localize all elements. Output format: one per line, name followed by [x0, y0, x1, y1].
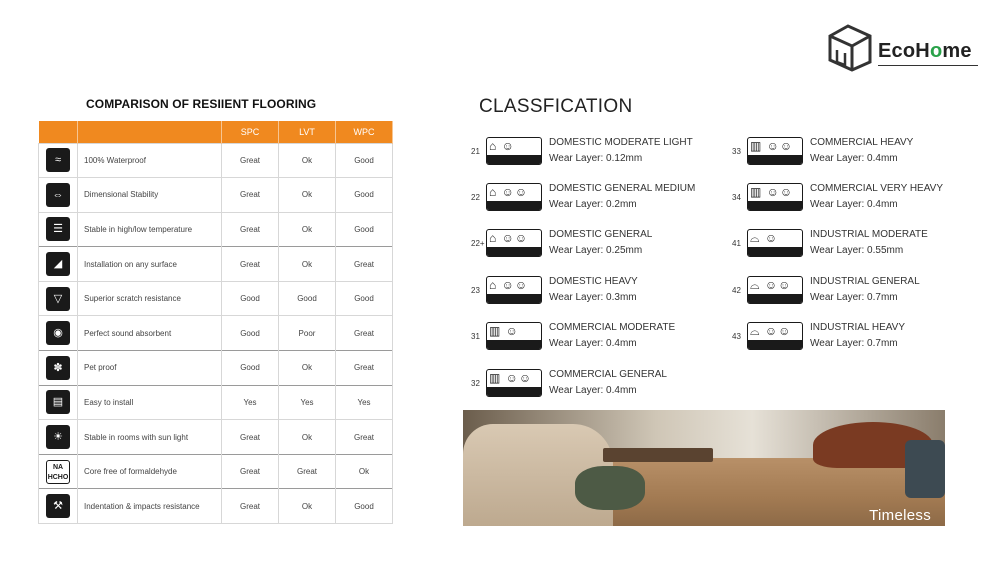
house-cube-logo-icon: [826, 22, 876, 72]
classification-item: [471, 369, 711, 403]
factory-two-people-icon: ⌓ ☺☺: [747, 276, 803, 304]
wpc-value: Good: [336, 212, 393, 247]
header-lvt: LVT: [279, 121, 336, 143]
feature-label: Easy to install: [78, 385, 222, 420]
wpc-value: Good: [336, 143, 393, 178]
comparison-table: [38, 121, 393, 524]
spc-value: Great: [222, 178, 279, 213]
lvt-value: Ok: [279, 351, 336, 386]
class-name: INDUSTRIAL GENERAL: [810, 276, 920, 287]
classification-item: [471, 183, 711, 217]
house-crowd-icon: ⌂ ☺☺: [486, 276, 542, 304]
spc-value: Great: [222, 420, 279, 455]
feature-label: Superior scratch resistance: [78, 281, 222, 316]
wear-layer: Wear Layer: 0.25mm: [549, 245, 643, 256]
class-name: INDUSTRIAL HEAVY: [810, 322, 906, 333]
class-name: DOMESTIC GENERAL: [549, 229, 653, 240]
lvt-value: Ok: [279, 420, 336, 455]
house-one-person-icon: ⌂ ☺: [486, 137, 542, 165]
header-icon-col: [39, 121, 78, 143]
classification-item: [471, 322, 711, 356]
row-icon-cell: [39, 316, 78, 351]
table-row: [39, 212, 393, 247]
classification-item: [732, 229, 972, 263]
classification-item: [732, 137, 972, 171]
spc-value: Good: [222, 351, 279, 386]
factory-crowd-icon: ⌓ ☺☺: [747, 322, 803, 350]
class-code: 32: [471, 379, 480, 388]
class-name: DOMESTIC MODERATE LIGHT: [549, 137, 693, 148]
feature-label: 100% Waterproof: [78, 143, 222, 178]
logo-underline: [878, 65, 978, 66]
wear-layer: Wear Layer: 0.12mm: [549, 153, 643, 164]
header-wpc: WPC: [336, 121, 393, 143]
class-code: 23: [471, 286, 480, 295]
wear-layer: Wear Layer: 0.7mm: [810, 338, 898, 349]
wpc-value: Ok: [336, 454, 393, 489]
row-icon-cell: [39, 489, 78, 524]
wear-layer: Wear Layer: 0.3mm: [549, 292, 637, 303]
table-row: [39, 489, 393, 524]
class-code: 42: [732, 286, 741, 295]
building-large-crowd-icon: ▥ ☺☺: [747, 183, 803, 211]
table-row: [39, 385, 393, 420]
house-two-people-icon: ⌂ ☺☺: [486, 229, 542, 257]
sunlight-icon: ☀: [46, 425, 70, 449]
spc-value: Great: [222, 489, 279, 524]
table-row: [39, 178, 393, 213]
scratch-icon: ▽: [46, 287, 70, 311]
class-code: 43: [732, 332, 741, 341]
class-name: DOMESTIC HEAVY: [549, 276, 638, 287]
row-icon-cell: [39, 385, 78, 420]
lvt-value: Yes: [279, 385, 336, 420]
waterproof-icon: ≈: [46, 148, 70, 172]
class-name: COMMERCIAL GENERAL: [549, 369, 667, 380]
classification-item: [732, 183, 972, 217]
class-code: 21: [471, 147, 480, 156]
feature-label: Indentation & impacts resistance: [78, 489, 222, 524]
classification-title: CLASSFICATION: [479, 96, 633, 117]
class-code: 22+: [471, 239, 485, 248]
classification-item: [732, 276, 972, 310]
class-code: 22: [471, 193, 480, 202]
building-one-person-icon: ▥ ☺: [486, 322, 542, 350]
wear-layer: Wear Layer: 0.4mm: [549, 385, 637, 396]
row-icon-cell: [39, 247, 78, 282]
indentation-icon: ⚒: [46, 494, 70, 518]
spc-value: Yes: [222, 385, 279, 420]
feature-label: Pet proof: [78, 351, 222, 386]
row-icon-cell: [39, 143, 78, 178]
class-name: DOMESTIC GENERAL MEDIUM: [549, 183, 696, 194]
class-name: COMMERCIAL VERY HEAVY: [810, 183, 943, 194]
wear-layer: Wear Layer: 0.4mm: [810, 153, 898, 164]
class-name: INDUSTRIAL MODERATE: [810, 229, 928, 240]
temperature-icon: ☰: [46, 217, 70, 241]
wpc-value: Good: [336, 281, 393, 316]
table-row: [39, 351, 393, 386]
pet-icon: ✽: [46, 356, 70, 380]
row-icon-cell: [39, 281, 78, 316]
lvt-value: Ok: [279, 489, 336, 524]
lvt-value: Poor: [279, 316, 336, 351]
wpc-value: Great: [336, 351, 393, 386]
table-row: [39, 454, 393, 489]
header-spc: SPC: [222, 121, 279, 143]
spc-value: Great: [222, 454, 279, 489]
classification-item: [471, 229, 711, 263]
lvt-value: Ok: [279, 247, 336, 282]
spc-value: Good: [222, 316, 279, 351]
spc-value: Great: [222, 143, 279, 178]
spc-value: Great: [222, 247, 279, 282]
class-code: 33: [732, 147, 741, 156]
wpc-value: Great: [336, 247, 393, 282]
row-icon-cell: [39, 420, 78, 455]
row-icon-cell: [39, 351, 78, 386]
lvt-value: Good: [279, 281, 336, 316]
feature-label: Installation on any surface: [78, 247, 222, 282]
feature-label: Stable in rooms with sun light: [78, 420, 222, 455]
table-header-row: [39, 121, 393, 143]
install-icon: ▤: [46, 390, 70, 414]
lvt-value: Ok: [279, 143, 336, 178]
comparison-title: COMPARISON OF RESIIENT FLOORING: [86, 97, 317, 111]
lvt-value: Ok: [279, 178, 336, 213]
table-row: [39, 281, 393, 316]
logo-wordmark: EcoHome: [878, 40, 972, 62]
table-row: [39, 143, 393, 178]
sound-icon: ◉: [46, 321, 70, 345]
class-code: 31: [471, 332, 480, 341]
factory-one-person-icon: ⌓ ☺: [747, 229, 803, 257]
wpc-value: Good: [336, 489, 393, 524]
house-two-people-icon: ⌂ ☺☺: [486, 183, 542, 211]
table-row: [39, 316, 393, 351]
table-row: [39, 247, 393, 282]
row-icon-cell: [39, 212, 78, 247]
wear-layer: Wear Layer: 0.55mm: [810, 245, 904, 256]
class-code: 34: [732, 193, 741, 202]
classification-item: [471, 276, 711, 310]
surface-icon: ◢: [46, 252, 70, 276]
wpc-value: Yes: [336, 385, 393, 420]
lvt-value: Great: [279, 454, 336, 489]
ecohome-logo: [826, 22, 986, 74]
row-icon-cell: [39, 454, 78, 489]
wear-layer: Wear Layer: 0.4mm: [810, 199, 898, 210]
class-name: COMMERCIAL HEAVY: [810, 137, 914, 148]
row-icon-cell: [39, 178, 78, 213]
classification-item: [471, 137, 711, 171]
wear-layer: Wear Layer: 0.4mm: [549, 338, 637, 349]
formaldehyde-icon: NA HCHO: [46, 460, 70, 484]
feature-label: Core free of formaldehyde: [78, 454, 222, 489]
class-code: 41: [732, 239, 741, 248]
building-two-people-icon: ▥ ☺☺: [486, 369, 542, 397]
building-crowd-icon: ▥ ☺☺: [747, 137, 803, 165]
spc-value: Good: [222, 281, 279, 316]
lvt-value: Ok: [279, 212, 336, 247]
wpc-value: Great: [336, 316, 393, 351]
header-feature-col: [78, 121, 222, 143]
feature-label: Perfect sound absorbent: [78, 316, 222, 351]
wpc-value: Great: [336, 420, 393, 455]
stability-icon: ⇔: [46, 183, 70, 207]
wpc-value: Good: [336, 178, 393, 213]
classification-item: [732, 322, 972, 356]
spc-value: Great: [222, 212, 279, 247]
feature-label: Dimensional Stability: [78, 178, 222, 213]
interior-photo: [463, 410, 945, 526]
wear-layer: Wear Layer: 0.2mm: [549, 199, 637, 210]
table-row: [39, 420, 393, 455]
class-name: COMMERCIAL MODERATE: [549, 322, 676, 333]
feature-label: Stable in high/low temperature: [78, 212, 222, 247]
wear-layer: Wear Layer: 0.7mm: [810, 292, 898, 303]
photo-caption: Timeless: [869, 507, 931, 524]
